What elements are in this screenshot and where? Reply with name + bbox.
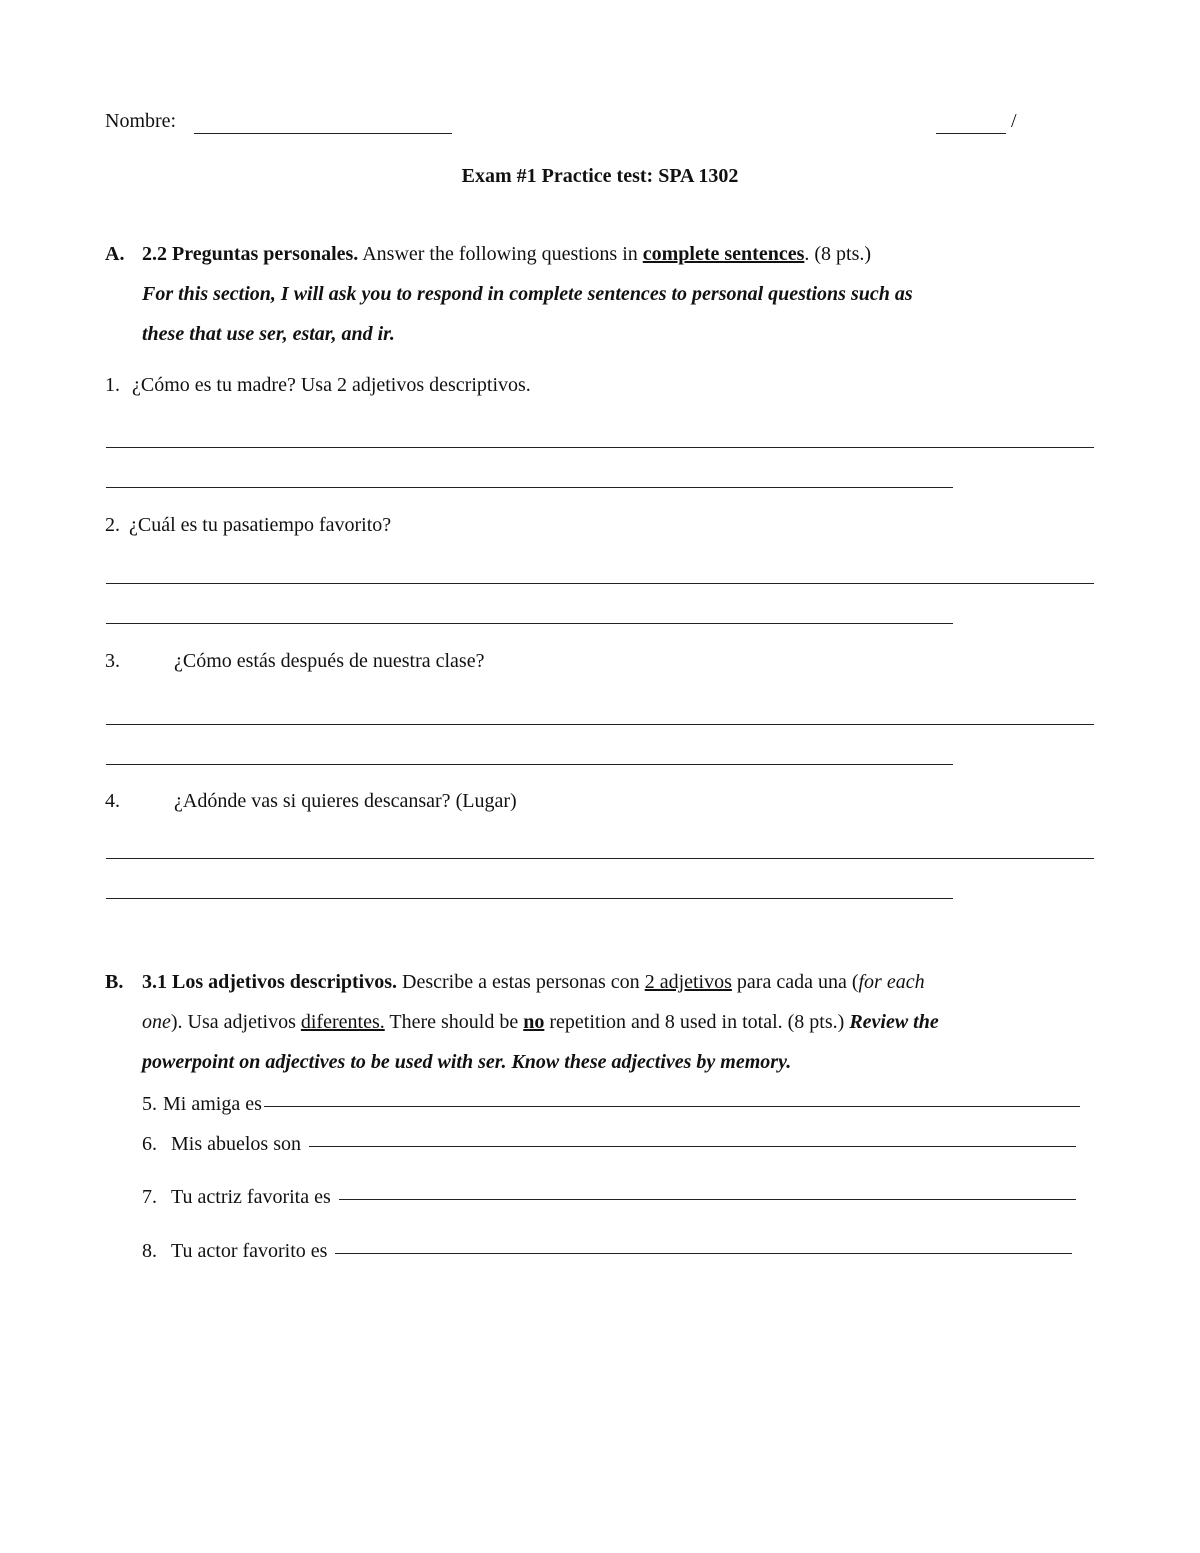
- question-1-text: ¿Cómo es tu madre? Usa 2 adjetivos descriptivos.: [132, 374, 531, 396]
- section-b-line1: 3.1 Los adjetivos descriptivos. Describe a estas personas con 2 adjetivos para cada una (for each: [142, 971, 925, 993]
- question-3-text: ¿Cómo estás después de nuestra clase?: [174, 650, 485, 672]
- item-8-row: [142, 1240, 1072, 1263]
- section-b-line3: powerpoint on adjectives to be used with ser. Know these adjectives by memory.: [142, 1051, 792, 1073]
- complete-sentences-emphasis: complete sentences: [642, 243, 805, 265]
- item-7-number: 7.: [142, 1186, 157, 1208]
- no-emphasis: no: [523, 1011, 545, 1033]
- section-b-heading: 3.1 Los adjetivos descriptivos.: [142, 971, 397, 993]
- section-a-heading: 2.2 Preguntas personales.: [142, 243, 359, 265]
- diferentes-emphasis: diferentes.: [300, 1011, 385, 1033]
- question-4-text: ¿Adónde vas si quieres descansar? (Lugar): [174, 790, 517, 812]
- question-2-number: 2.: [105, 514, 120, 536]
- answer-line-4a[interactable]: [106, 858, 1094, 859]
- item-5-row: [142, 1093, 1080, 1116]
- question-1-number: 1.: [105, 374, 120, 396]
- score-separator: /: [1011, 110, 1017, 132]
- item-7-row: [142, 1186, 1076, 1209]
- score-line[interactable]: [936, 133, 1006, 134]
- answer-line-1a[interactable]: [106, 447, 1094, 448]
- answer-line-3a[interactable]: [106, 724, 1094, 725]
- section-b-line2: one). Usa adjetivos diferentes. There should be no repetition and 8 used in total. (8 pts.) Review the: [142, 1011, 939, 1033]
- item-6-number: 6.: [142, 1133, 157, 1155]
- item-8-text: Tu actor favorito es: [171, 1240, 328, 1262]
- question-2-text: ¿Cuál es tu pasatiempo favorito?: [129, 514, 392, 536]
- section-b-letter: B.: [105, 971, 124, 993]
- question-4-number: 4.: [105, 790, 120, 812]
- answer-line-1b[interactable]: [106, 487, 953, 488]
- item-8-number: 8.: [142, 1240, 157, 1262]
- name-label: Nombre:: [105, 110, 177, 132]
- section-a-letter: A.: [105, 243, 125, 265]
- section-a-instructions: 2.2 Preguntas personales. Answer the following questions in complete sentences. (8 pts.): [142, 243, 872, 265]
- page-title: Exam #1 Practice test: SPA 1302: [461, 165, 739, 187]
- answer-line-2b[interactable]: [106, 623, 953, 624]
- item-5-number: 5.: [142, 1093, 157, 1115]
- item-6-answer-line[interactable]: [309, 1146, 1076, 1147]
- item-6-row: [142, 1133, 1076, 1156]
- name-answer-line[interactable]: [194, 133, 452, 134]
- item-5-text: Mi amiga es: [163, 1093, 262, 1115]
- question-3-number: 3.: [105, 650, 120, 672]
- section-a-note-line1: For this section, I will ask you to respond in complete sentences to personal questions such as: [142, 283, 913, 305]
- section-a-note-line2: these that use ser, estar, and ir.: [142, 323, 395, 345]
- answer-line-2a[interactable]: [106, 583, 1094, 584]
- answer-line-3b[interactable]: [106, 764, 953, 765]
- item-7-text: Tu actriz favorita es: [171, 1186, 331, 1208]
- item-7-answer-line[interactable]: [339, 1199, 1076, 1200]
- item-6-text: Mis abuelos son: [171, 1133, 301, 1155]
- answer-line-4b[interactable]: [106, 898, 953, 899]
- two-adjectives-emphasis: 2 adjetivos: [644, 971, 732, 993]
- item-8-answer-line[interactable]: [335, 1253, 1072, 1254]
- item-5-answer-line[interactable]: [264, 1106, 1080, 1107]
